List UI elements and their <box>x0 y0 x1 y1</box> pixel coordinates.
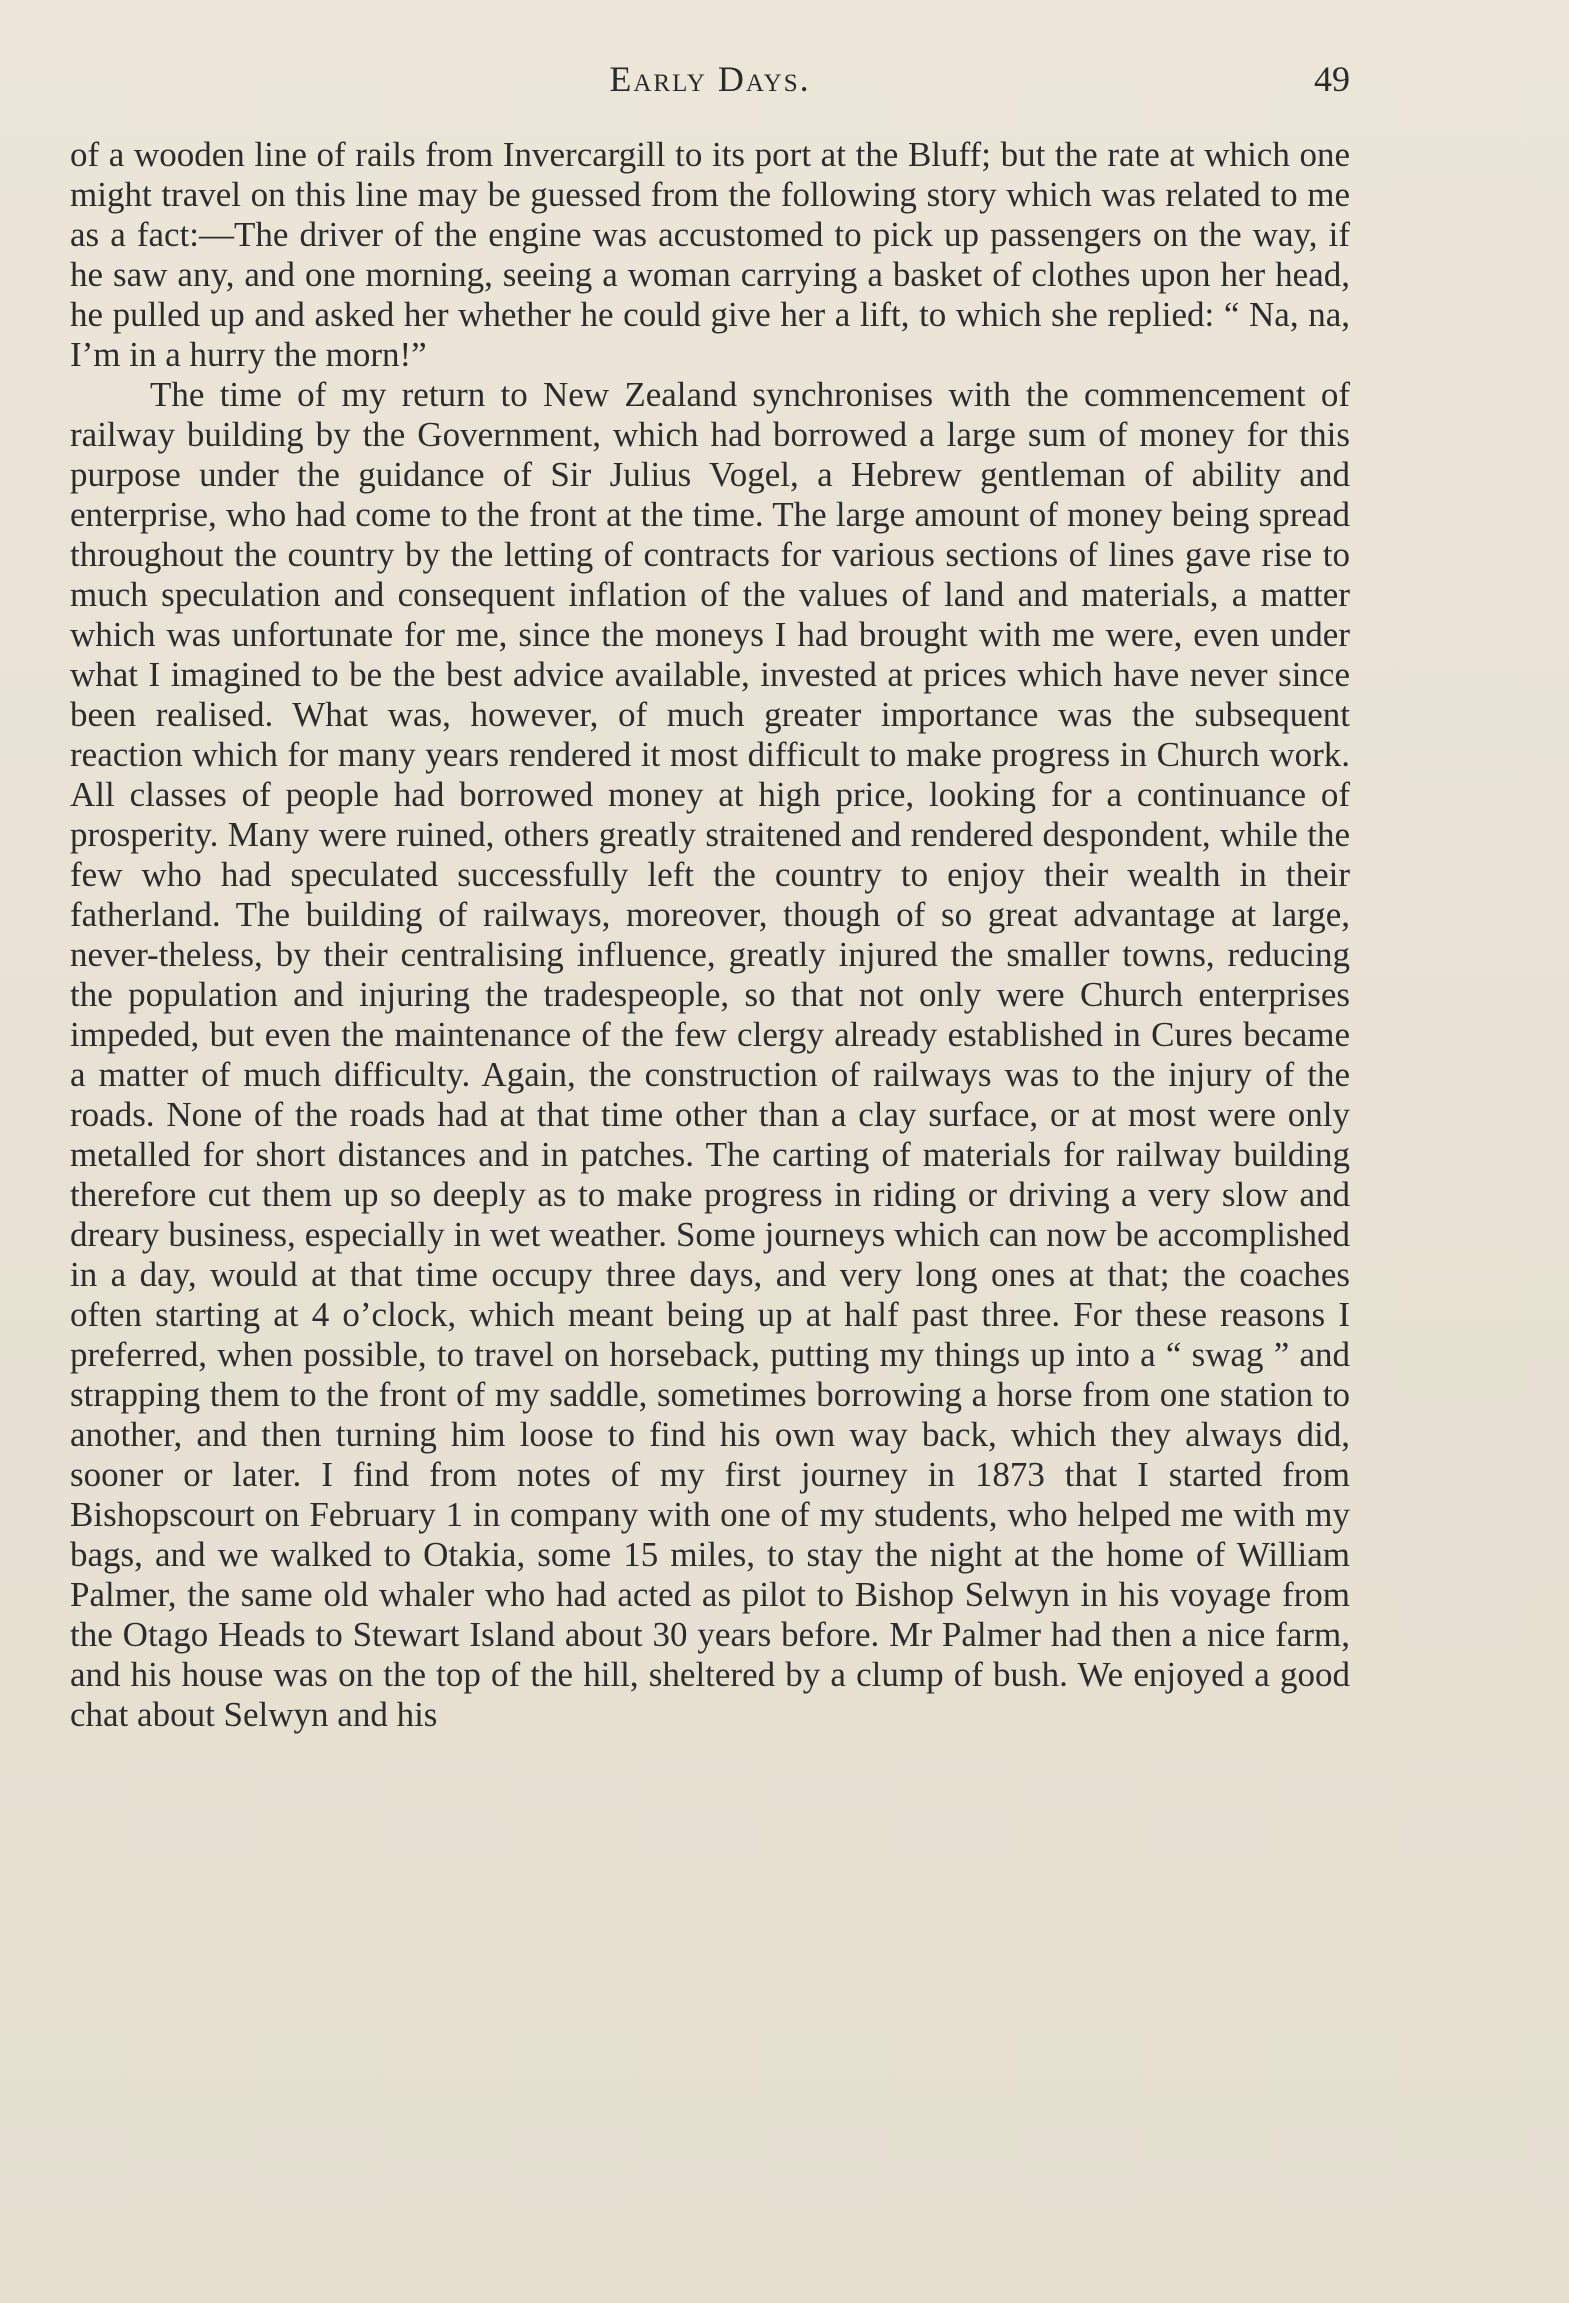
paragraph-railway-building: The time of my return to New Zealand synchronises with the commencement of railway building by the Government, which had borrowed a large sum of money for this purpose under the guidance of Sir Julius Vogel, a Hebrew gentleman of ability and enterprise, who had come to the front at the time. The large amount of money being spread throughout the country by the letting of contracts for various sections of lines gave rise to much speculation and consequent inflation of the values of land and materials, a matter which was unfortunate for me, since the moneys I had brought with me were, even under what I imagined to be the best advice available, invested at prices which have never since been realised. What was, however, of much greater importance was the subsequent reaction which for many years rendered it most difficult to make progress in Church work. All classes of people had borrowed money at high price, looking for a continuance of prosperity. Many were ruined, others greatly straitened and rendered despondent, while the few who had speculated successfully left the country to enjoy their wealth in their fatherland. The building of railways, moreover, though of so great advantage at large, never-theless, by their centralising influence, greatly injured the smaller towns, reducing the population and injuring the tradespeople, so that not only were Church enterprises impeded, but even the maintenance of the few clergy already established in Cures became a matter of much difficulty. Again, the construction of railways was to the injury of the roads. None of the roads had at that time other than a clay surface, or at most were only metalled for short distances and in patches. The carting of materials for railway building therefore cut them up so deeply as to make progress in riding or driving a very slow and dreary business, especially in wet weather. Some journeys which can now be accomplished in a day, would at that time occupy three days, and very long ones at that; the coaches often starting at 4 o’clock, which meant being up at half past three. For these reasons I preferred, when possible, to travel on horseback, putting my things up into a “ swag ” and strapping them to the front of my saddle, sometimes borrowing a horse from one station to another, and then turning him loose to find his own way back, which they always did, sooner or later. I find from notes of my first journey in 1873 that I started from Bishopscourt on February 1 in company with one of my students, who helped me with my bags, and we walked to Otakia, some 15 miles, to stay the night at the home of William Palmer, the same old whaler who had acted as pilot to Bishop Selwyn in his voyage from the Otago Heads to Stewart Island about 30 years before. Mr Palmer had then a nice farm, and his house was on the top of the hill, sheltered by a clump of bush. We enjoyed a good chat about Selwyn and his <box>70 375 1350 1734</box>
body-text <box>70 135 1350 1735</box>
paragraph-continued: of a wooden line of rails from Invercargill to its port at the Bluff; but the rate at which one might travel on this line may be guessed from the following story which was related to me as a fact:—The driver of the engine was accustomed to pick up passengers on the way, if he saw any, and one morning, seeing a woman carrying a basket of clothes upon her head, he pulled up and asked her whether he could give her a lift, to which she replied: “ Na, na, I’m in a hurry the morn!” <box>70 135 1350 374</box>
running-title: Early Days. <box>609 59 811 99</box>
page-number: 49 <box>1314 59 1350 99</box>
running-head <box>70 52 1350 112</box>
